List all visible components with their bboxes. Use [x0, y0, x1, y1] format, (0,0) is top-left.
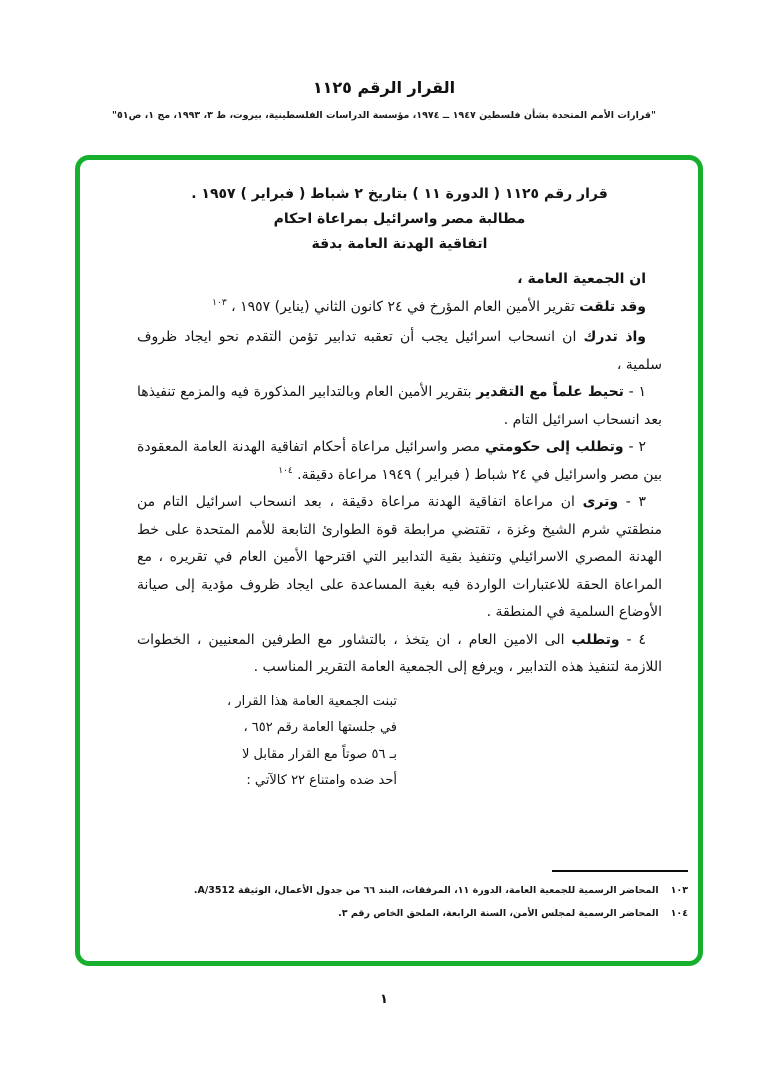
footnote-104: [92, 902, 688, 925]
footnote-103-text: المحاضر الرسمية للجمعية العامة، الدورة ١١، المرفقات، البند ٦٦ من جدول الأعمال، الوثيقة A/3512.: [193, 885, 659, 896]
item-2-lead: وتطلب إلى حكومتي: [484, 439, 624, 455]
footnote-103: [92, 879, 688, 902]
source-citation-line: "قرارات الأمم المتحدة بشأن فلسطين ١٩٤٧ ــ ١٩٧٤، مؤسسة الدراسات الفلسطينية، بيروت، ط ٣، ١٩٩٣، مج ١، ص٥١": [112, 110, 656, 121]
preamble-paragraph-2: [137, 294, 662, 322]
item-4-lead: وتطلب: [571, 631, 620, 648]
document-title: القرار الرقم ١١٢٥: [312, 78, 456, 97]
footnotes-section: [92, 870, 688, 925]
resolution-heading-line1: قرار رقم ١١٢٥ ( الدورة ١١ ) بتاريخ ٢ شباط ( فبراير ) ١٩٥٧ .: [191, 186, 608, 202]
resolution-heading-line2: مطالبة مصر واسرائيل بمراعاة احكام: [273, 211, 526, 227]
footnote-ref-103: ١٠٣: [212, 297, 227, 308]
preamble-2-lead: وقد تلقت: [579, 298, 646, 315]
footnote-ref-104: ١٠٤: [278, 465, 293, 476]
item-1-text: بتقرير الأمين العام وبالتدابير المذكورة فيه والمزمع تنفيذها بعد انسحاب اسرائيل التام .: [137, 384, 662, 428]
footnote-103-number: ١٠٣: [670, 885, 688, 896]
operative-item-2: [137, 434, 662, 489]
adoption-line-1: تبنت الجمعية العامة هذا القرار ،: [227, 693, 397, 709]
preamble-paragraph-3: [137, 324, 662, 379]
preamble-3-lead: واذ تدرك: [583, 329, 647, 345]
adoption-line-4: أحد ضده وامتناع ٢٢ كالآتي :: [246, 773, 397, 788]
adoption-line-2: في جلستها العامة رقم ٦٥٢ ،: [243, 720, 397, 735]
item-4-number: ٤ -: [619, 631, 647, 648]
item-1-lead: تحيط علماً مع التقدير: [476, 384, 624, 400]
resolution-heading: [137, 182, 662, 257]
adoption-note: [187, 689, 397, 795]
preamble-paragraph-1: [137, 266, 662, 294]
page-number: ١: [380, 992, 388, 1007]
preamble-1-text: ان الجمعية العامة ،: [517, 271, 646, 287]
item-2-number: ٢ -: [623, 439, 646, 455]
footnote-104-text: المحاضر الرسمية لمجلس الأمن، السنة الرابعة، الملحق الخاص رقم ٣.: [338, 908, 659, 919]
preamble-2-text: تقرير الأمين العام المؤرخ في ٢٤ كانون الثاني (يناير) ١٩٥٧ ،: [226, 298, 580, 315]
item-3-text: ان مراعاة اتفاقية الهدنة مراعاة دقيقة ، بعد انسحاب اسرائيل التام من منطقتي شرم الشيخ وغزة ، تقتضي مرابطة قوة الطوارئ التابعة للأمم المتحدة على خط الهدنة المصري الاسرائيلي وتنفيذ بقية التدابير التي اقترحها الأمين العام في تقريره ، مع المراعاة الحقة للاعتبارات الواردة فيه بغية المساعدة على ايجاد ظروف مؤدية إلى صيانة الأوضاع السلمية في المنطقة .: [137, 494, 662, 620]
item-1-number: ١ -: [623, 384, 647, 400]
resolution-heading-line3: اتفاقية الهدنة العامة بدقة: [311, 236, 488, 252]
operative-item-3: [137, 489, 662, 627]
resolution-body: [137, 182, 662, 795]
resolution-box: [75, 155, 703, 966]
item-2-text: مصر واسرائيل مراعاة أحكام اتفاقية الهدنة العامة المعقودة بين مصر واسرائيل في ٢٤ شباط ( فبراير ) ١٩٤٩ مراعاة دقيقة.: [137, 439, 662, 483]
footnote-104-number: ١٠٤: [670, 908, 688, 919]
adoption-line-3: بـ ٥٦ صوتاً مع القرار مقابل لا: [242, 746, 397, 762]
item-4-text: الى الامين العام ، ان يتخذ ، بالتشاور مع الطرفين المعنيين ، الخطوات اللازمة لتنفيذ هذه التدابير ، ويرفع إلى الجمعية العامة التقرير المناسب .: [137, 631, 662, 675]
item-3-number: ٣ -: [618, 494, 646, 510]
item-3-lead: وترى: [582, 494, 619, 510]
preamble-3-text: ان انسحاب اسرائيل يجب أن تعقبه تدابير تؤمن التقدم نحو ايجاد ظروف سلمية ،: [137, 329, 662, 373]
footnote-separator: [552, 870, 688, 872]
operative-item-4: [137, 627, 662, 682]
operative-item-1: [137, 379, 662, 434]
